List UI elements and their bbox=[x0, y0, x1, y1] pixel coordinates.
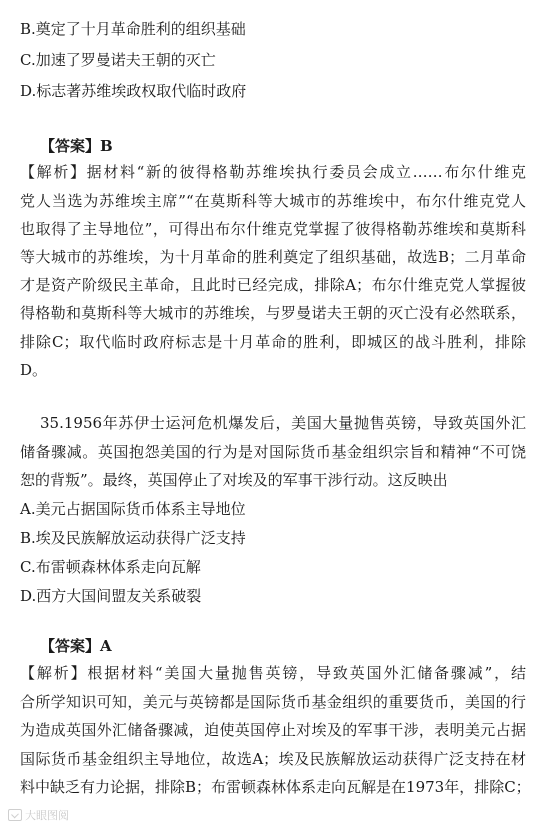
answer-label: 【答案】A bbox=[40, 637, 112, 655]
analysis-line: 党人当选为苏维埃主席”“在莫斯科等大城市的苏维埃中，布尔什维克党人 bbox=[20, 192, 526, 210]
analysis-line: 料中缺乏有力论据，排除B；布雷顿森林体系走向瓦解是在1973年，排除C； bbox=[20, 778, 531, 796]
option-b: B.埃及民族解放运动获得广泛支持 bbox=[20, 529, 246, 547]
analysis-line: 等大城市的苏维埃，为十月革命的胜利奠定了组织基础，故选B；二月革命 bbox=[20, 248, 526, 266]
analysis-line: 【解析】据材料“新的彼得格勒苏维埃执行委员会成立……布尔什维克 bbox=[20, 163, 526, 181]
analysis-line: 才是资产阶级民主革命，且此时已经完成，排除A；布尔什维克党人掌握彼 bbox=[20, 276, 526, 294]
watermark-text: 大眼图阅 bbox=[25, 809, 69, 822]
answer-label: 【答案】B bbox=[40, 137, 113, 155]
option-d: D.标志著苏维埃政权取代临时政府 bbox=[20, 82, 247, 100]
option-c: C.加速了罗曼诺夫王朝的灭亡 bbox=[20, 51, 216, 69]
option-b: B.奠定了十月革命胜利的组织基础 bbox=[20, 20, 246, 38]
stem-line: 35.1956年苏伊士运河危机爆发后，美国大量抛售英镑，导致英国外汇 bbox=[40, 414, 526, 432]
analysis-line: 合所学知识可知，美元与英镑都是国际货币基金组织的重要货币，美国的行 bbox=[20, 693, 526, 711]
stem-line: 储备骤减。英国抱怨美国的行为是对国际货币基金组织宗旨和精神“不可饶 bbox=[20, 443, 526, 461]
option-d: D.西方大国间盟友关系破裂 bbox=[20, 587, 202, 605]
analysis-line: 得格勒和莫斯科等大城市的苏维埃，与罗曼诺夫王朝的灭亡没有必然联系， bbox=[20, 304, 526, 322]
analysis-line: D。 bbox=[20, 361, 48, 379]
analysis-line: 【解析】根据材料“美国大量抛售英镑，导致英国外汇储备骤减”，结 bbox=[20, 664, 526, 682]
analysis-line: 国际货币基金组织主导地位，故选A；埃及民族解放运动获得广泛支持在材 bbox=[20, 750, 526, 768]
analysis-line: 也取得了主导地位”，可得出布尔什维克党掌握了彼得格勒苏维埃和莫斯科 bbox=[20, 220, 526, 238]
analysis-line: 为造成英国外汇储备骤减，迫使英国停止对埃及的军事干涉，表明美元占据 bbox=[20, 721, 526, 739]
stem-line: 恕的背叛”。最终，英国停止了对埃及的军事干涉行动。这反映出 bbox=[20, 471, 448, 489]
option-c: C.布雷顿森林体系走向瓦解 bbox=[20, 558, 201, 576]
watermark bbox=[8, 807, 69, 823]
option-a: A.美元占据国际货币体系主导地位 bbox=[20, 500, 246, 518]
watermark-icon bbox=[8, 809, 22, 821]
analysis-line: 排除C；取代临时政府标志是十月革命的胜利，即城区的战斗胜利，排除 bbox=[20, 333, 526, 351]
